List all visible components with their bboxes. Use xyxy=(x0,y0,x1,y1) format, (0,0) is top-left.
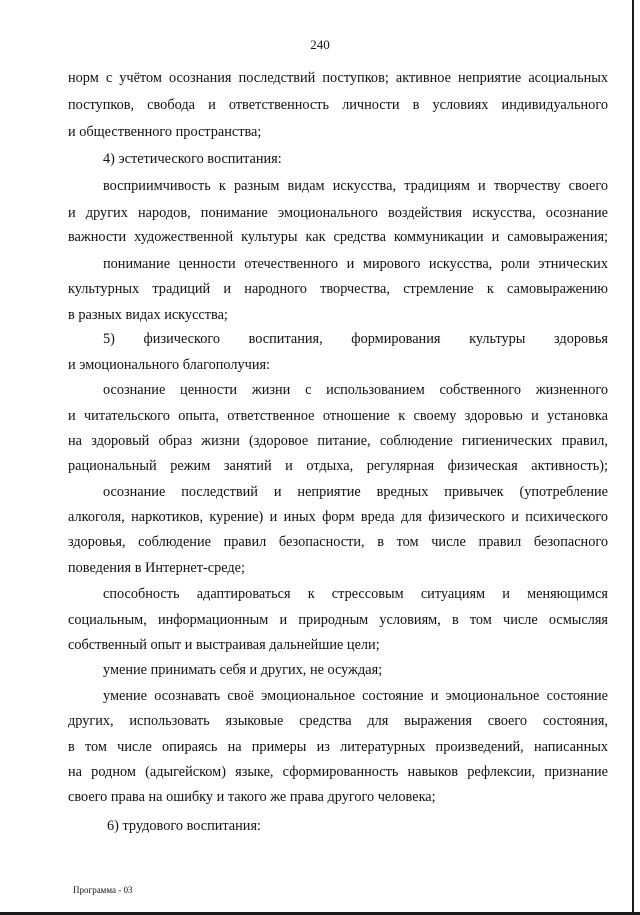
text-line: рациональный режим занятий и отдыха, регулярная физическая активность); xyxy=(68,458,608,474)
text-line: в том числе опираясь на примеры из литературных произведений, написанных xyxy=(68,739,608,755)
section-heading: и эмоционального благополучия: xyxy=(68,357,271,373)
section-heading: 5) физического воспитания, формирования культуры здоровья xyxy=(103,331,608,347)
text-line: восприимчивость к разным видам искусства, традициям и творчеству своего xyxy=(103,178,608,194)
text-line: понимание ценности отечественного и мирового искусства, роли этнических xyxy=(103,256,608,272)
text-line: и других народов, понимание эмоционального воздействия искусства, осознание xyxy=(68,205,608,221)
text-line: своего права на ошибку и такого же права другого человека; xyxy=(68,789,436,805)
text-line: на здоровый образ жизни (здоровое питание, соблюдение гигиенических правил, xyxy=(68,433,608,449)
page-number: 240 xyxy=(310,37,330,52)
text-line: алкоголя, наркотиков, курение) и иных форм вреда для физического и психического xyxy=(68,509,608,525)
text-line: норм с учётом осознания последствий поступков; активное неприятие асоциальных xyxy=(68,70,608,86)
text-line: поведения в Интернет-среде; xyxy=(68,560,245,576)
text-line: важности художественной культуры как средства коммуникации и самовыражения; xyxy=(68,229,608,245)
text-line: здоровья, соблюдение правил безопасности, в том числе правил безопасного xyxy=(68,534,608,550)
text-line: осознание последствий и неприятие вредных привычек (употребление xyxy=(103,484,608,500)
section-heading: 4) эстетического воспитания: xyxy=(103,151,282,167)
text-line: поступков, свобода и ответственность личности в условиях индивидуального xyxy=(68,97,608,113)
text-line: социальным, информационным и природным условиям, в том числе осмысляя xyxy=(68,612,608,628)
text-line: осознание ценности жизни с использованием собственного жизненного xyxy=(103,382,608,398)
text-line: и общественного пространства; xyxy=(68,124,262,140)
text-line: собственный опыт и выстраивая дальнейшие цели; xyxy=(68,637,380,653)
text-line: умение принимать себя и других, не осуждая; xyxy=(103,662,383,678)
text-line: способность адаптироваться к стрессовым ситуациям и меняющимся xyxy=(103,586,608,602)
scan-edge-right xyxy=(632,0,634,915)
section-heading: 6) трудового воспитания: xyxy=(107,818,261,834)
text-line: на родном (адыгейском) языке, сформированность навыков рефлексии, признание xyxy=(68,764,608,780)
text-line: других, использовать языковые средства для выражения своего состояния, xyxy=(68,713,608,729)
text-line: умение осознавать своё эмоциональное состояние и эмоциональное состояние xyxy=(103,688,608,704)
footer-label: Программа - 03 xyxy=(73,885,133,895)
text-line: в разных видах искусства; xyxy=(68,307,228,323)
text-line: культурных традиций и народного творчества, стремление к самовыражению xyxy=(68,281,608,297)
text-line: и читательского опыта, ответственное отношение к своему здоровью и установка xyxy=(68,408,608,424)
